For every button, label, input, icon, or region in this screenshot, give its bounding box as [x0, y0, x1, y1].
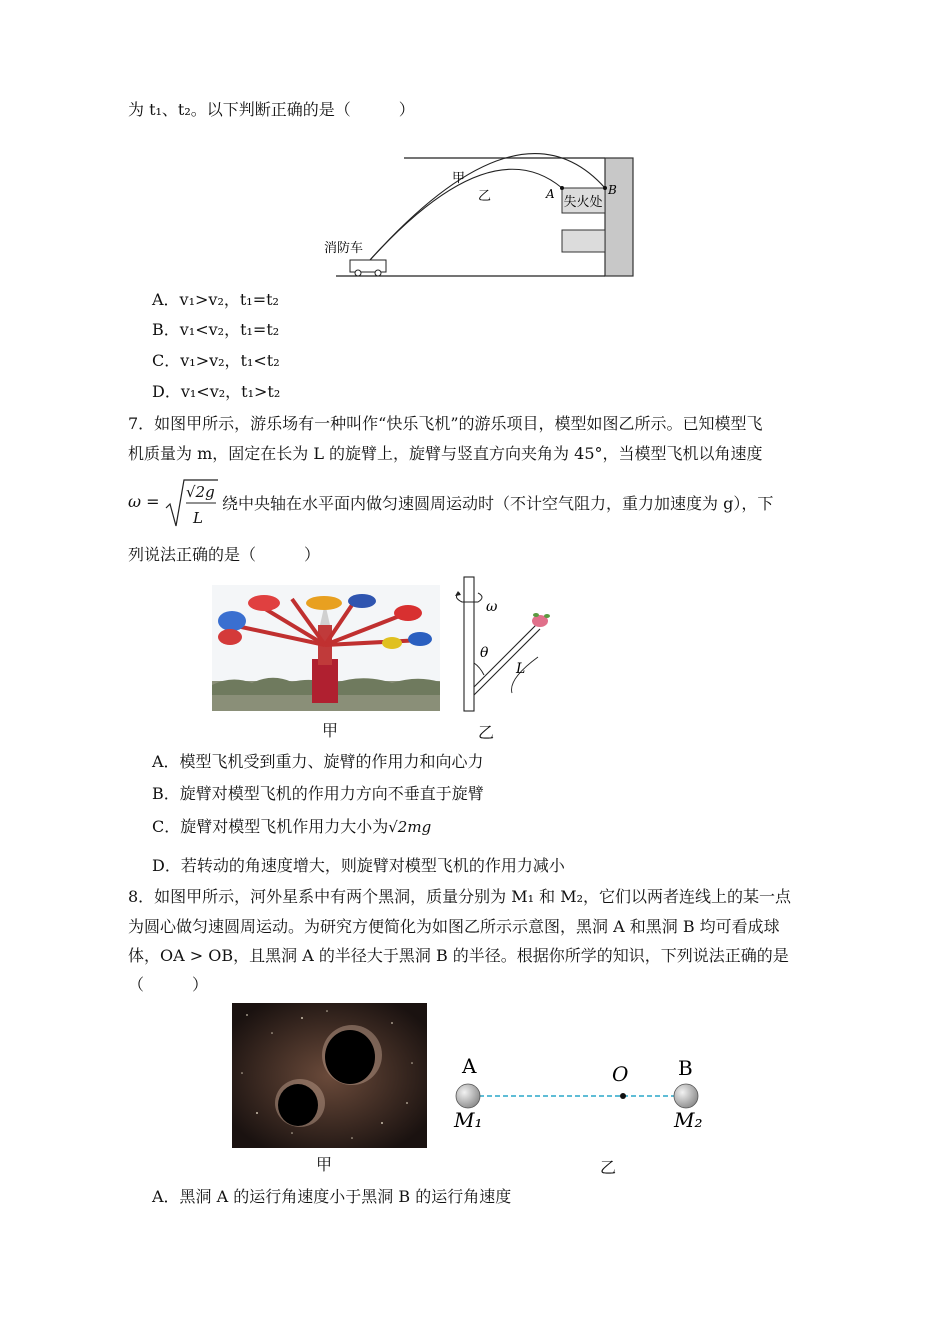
q8-option-a: A．黑洞 A 的运行角速度小于黑洞 B 的运行角速度: [152, 1187, 512, 1206]
q6-option-c: C．v₁>v₂，t₁<t₂: [152, 351, 280, 370]
black-holes-photo: [232, 1003, 427, 1148]
q8-line1: 8．如图甲所示，河外星系中有两个黑洞，质量分别为 M₁ 和 M₂，它们以两者连线上的某一点: [128, 887, 792, 906]
formula-num: √2g: [186, 483, 215, 501]
q8-line2: 为圆心做匀速圆周运动。为研究方便简化为如图乙所示示意图，黑洞 A 和黑洞 B 均可看成球: [128, 917, 780, 936]
q7-line1: 7．如图甲所示，游乐场有一种叫作“快乐飞机”的游乐项目，模型如图乙所示。已知模型飞: [128, 414, 763, 433]
fire-truck: [350, 260, 386, 272]
q7-line4: 列说法正确的是（ ）: [128, 545, 321, 564]
label-L: L: [516, 661, 526, 677]
label-A: A: [462, 1054, 477, 1078]
label-yi: 乙: [478, 189, 492, 204]
q6-option-b: B．v₁<v₂，t₁=t₂: [152, 320, 280, 339]
omega-formula: [128, 476, 220, 532]
q8-line4: （ ）: [128, 975, 209, 994]
label-O: O: [612, 1062, 629, 1086]
label-theta: θ: [480, 645, 489, 661]
q6-option-d: D．v₁<v₂，t₁>t₂: [152, 382, 281, 401]
center-O: [620, 1093, 626, 1099]
q7-option-b: B．旋臂对模型飞机的作用力方向不垂直于旋臂: [152, 784, 484, 803]
truck-label: 消防车: [324, 241, 364, 256]
label-omega: ω: [486, 599, 498, 615]
label-B: B: [608, 183, 617, 197]
formula-den: L: [193, 509, 203, 527]
label-B: B: [678, 1056, 693, 1080]
q7-line3-tail: 绕中央轴在水平面内做匀速圆周运动时（不计空气阻力，重力加速度为 g），下: [222, 494, 774, 513]
trajectory-yi: [370, 169, 562, 260]
lower-box: [562, 230, 605, 252]
q8-caption-jia: 甲: [316, 1155, 333, 1174]
label-A: A: [546, 187, 555, 201]
q7-option-c-text: C．旋臂对模型飞机作用力大小为: [152, 817, 389, 836]
formula-lhs: ω =: [128, 492, 160, 511]
q8-line3: 体，OA > OB，且黑洞 A 的半径大于黑洞 B 的半径。根据你所学的知识，下列说法正确的是: [128, 946, 789, 965]
rotating-arm-diagram: [450, 575, 560, 717]
black-hole-B: [674, 1084, 698, 1108]
q7-caption-jia: 甲: [322, 721, 339, 740]
label-M2: M₂: [674, 1108, 703, 1132]
q7-option-c: [152, 817, 431, 837]
q7-line2: 机质量为 m，固定在长为 L 的旋臂上，旋臂与竖直方向夹角为 45°，当模型飞机以角速度: [128, 444, 763, 463]
q7-option-d: D．若转动的角速度增大，则旋臂对模型飞机的作用力减小: [152, 856, 565, 875]
q7-caption-yi: 乙: [478, 723, 495, 742]
q7-option-c-formula: √2mg: [388, 818, 432, 836]
black-hole-A: [456, 1084, 480, 1108]
fire-truck-figure: [324, 148, 640, 283]
q7-option-a: A．模型飞机受到重力、旋臂的作用力和向心力: [152, 752, 484, 771]
label-jia: 甲: [452, 171, 466, 186]
label-M1: M₁: [454, 1108, 483, 1132]
q8-caption-yi: 乙: [600, 1158, 617, 1177]
building-wall: [605, 158, 633, 276]
fire-label: 失火处: [563, 195, 603, 210]
q6-option-a: A．v₁>v₂，t₁=t₂: [152, 290, 279, 309]
amusement-ride-photo: [212, 585, 440, 711]
binary-system-diagram: [448, 1055, 718, 1140]
q6-stem-tail: 为 t₁、t₂。以下判断正确的是（ ）: [128, 100, 415, 119]
